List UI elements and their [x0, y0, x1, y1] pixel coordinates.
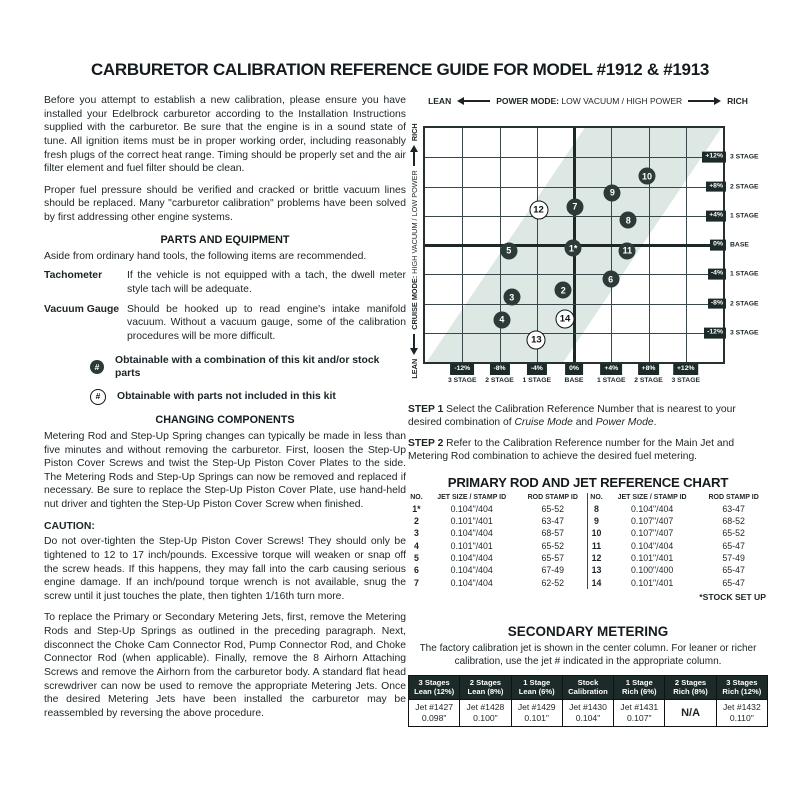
cell-jet-size: 0.104"/404 [630, 503, 674, 514]
cruise-axis-title: CRUISE MODE: HIGH VACUUM / LOW POWER [409, 170, 419, 330]
cell-jet-size: 0.104"/404 [450, 553, 493, 563]
power-mode-axis [408, 96, 768, 106]
legend-item-kit-parts [90, 354, 406, 381]
primary-table-right-half [588, 493, 768, 590]
calibration-chart [408, 114, 768, 396]
x-axis-tick-label: -8% [489, 364, 509, 375]
cell-jet-size: 0.100"/400 [630, 565, 674, 576]
caution-paragraph-2: To replace the Primary or Secondary Metering Jets, first, remove the Metering Rods and Step-Up Springs as outlined in the preceding paragraph. Next, disconnect the Choke Cam Connector Rod, Pump Connector Rod, and Choke Connector Rod (when applicable). Finally, remove the 8 Airhorn Attaching Screws and remove the Airhorn from the carburetor body. A standard flat head screwdriver can now be used to remove the appropriate Metering Jets. Once the desired Metering Jets have been installed the carburetor may be reassembled by reversing the above procedure. [44, 612, 406, 719]
primary-table-left-half [408, 493, 588, 590]
cell-rod-stamp: 65-52 [541, 540, 564, 551]
y-axis-tick-label: +12% [702, 152, 726, 163]
table-row [408, 540, 588, 552]
cell-rod-stamp: 65-57 [541, 553, 564, 563]
step-2: STEP 2 Refer to the Calibration Reference number for the Main Jet and Metering Rod combination to achieve the desired fuel metering. [408, 437, 735, 463]
calibration-point-5: 5 [500, 242, 517, 259]
intro-paragraph-2: Proper fuel pressure should be verified and cracked or brittle vacuum lines should be replaced. Many "carburetor calibration" problems have been solved by first addressing other engine systems. [44, 184, 406, 223]
y-axis-tick-label: +4% [706, 210, 726, 221]
cell-jet-size: 0.101"/401 [630, 553, 674, 563]
power-axis-rich-label: RICH [727, 96, 748, 106]
col-header-rod: ROD STAMP ID [527, 493, 578, 501]
secondary-metering-description: The factory calibration jet is shown in the center column. For leaner or richer calibration, use the jet # indicated in the appropriate column. [419, 643, 757, 668]
power-axis-title: POWER MODE: LOW VACUUM / HIGH POWER [496, 96, 683, 106]
calibration-point-9: 9 [604, 184, 621, 201]
gridline-horizontal [425, 274, 723, 275]
tool-term: Tachometer [44, 270, 103, 282]
y-axis-stage-label: 1 STAGE [730, 212, 759, 220]
calibration-point-12: 12 [529, 200, 548, 219]
primary-chart-title: PRIMARY ROD AND JET REFERENCE CHART [447, 474, 729, 490]
y-axis-tick-label: +8% [706, 181, 726, 192]
secondary-jet-cell: Jet #1428 0.100" [460, 699, 511, 726]
gridline-horizontal [425, 333, 723, 334]
power-axis-lean-label: LEAN [428, 96, 452, 106]
step-2-label: STEP 2 [408, 437, 444, 449]
right-arrow-icon [688, 97, 721, 105]
calibration-point-10: 10 [639, 168, 656, 185]
cell-rod-stamp: 63-47 [722, 503, 745, 514]
cell-jet-size: 0.104"/404 [630, 540, 674, 551]
x-axis-stage-label: 3 STAGE [671, 377, 701, 384]
down-arrow-icon [410, 334, 418, 355]
cell-rod-stamp: 67-49 [541, 565, 564, 576]
x-axis-tick-label: -4% [527, 364, 547, 375]
gridline-horizontal [425, 304, 723, 305]
secondary-column-header: 1 Stage Rich (6%) [614, 675, 665, 699]
secondary-column-header: Stock Calibration [562, 675, 613, 699]
table-row [588, 527, 768, 539]
col-header-no: NO. [410, 493, 423, 501]
step-1-label: STEP 1 [408, 404, 444, 415]
col-header-no: NO. [590, 493, 603, 501]
calibration-point-6: 6 [602, 271, 619, 288]
y-axis-tick-label: -4% [708, 269, 726, 280]
table-row [588, 552, 768, 564]
secondary-metering-title: SECONDARY METERING [507, 624, 669, 640]
x-axis-tick-label: 0% [565, 364, 583, 375]
cell-rod-stamp: 65-47 [722, 540, 745, 551]
parts-intro: Aside from ordinary hand tools, the following items are recommended. [44, 250, 367, 262]
table-row [588, 564, 768, 576]
tool-term: Vacuum Gauge [44, 303, 120, 315]
cell-jet-size: 0.104"/404 [450, 565, 493, 576]
calibration-point-4: 4 [493, 311, 510, 328]
calibration-point-2: 2 [555, 282, 572, 299]
cell-jet-size: 0.107"/407 [630, 528, 674, 539]
cell-no: 13 [591, 565, 602, 576]
secondary-jet-cell: Jet #1432 0.110" [716, 699, 767, 726]
col-header-rod: ROD STAMP ID [708, 493, 759, 501]
x-axis-stage-label: 1 STAGE [596, 377, 626, 384]
table-row [588, 577, 768, 589]
tool-row-vacuum-gauge [44, 303, 406, 344]
cell-jet-size: 0.101"/401 [630, 577, 674, 588]
x-axis-stage-label: 3 STAGE [447, 377, 477, 384]
secondary-jet-cell: Jet #1430 0.104" [562, 699, 613, 726]
cell-rod-stamp: 62-52 [541, 577, 564, 588]
calibration-point-1: 1* [565, 240, 582, 257]
cell-no: 6 [413, 565, 419, 576]
legend-text: Obtainable with parts not included in this kit [117, 390, 336, 402]
secondary-jet-cell: Jet #1431 0.107" [614, 699, 665, 726]
table-row [408, 577, 588, 589]
cell-rod-stamp: 65-52 [722, 528, 745, 539]
y-axis-stage-label: 3 STAGE [730, 329, 759, 337]
cell-no: 1* [412, 503, 421, 514]
calibration-point-13: 13 [527, 331, 546, 350]
x-axis-tick-label: -12% [450, 364, 474, 375]
secondary-column-header: 2 Stages Rich (8%) [665, 675, 716, 699]
symbol-legend [44, 354, 406, 405]
cruise-mode-axis [408, 123, 420, 379]
right-column [408, 96, 768, 727]
cell-no: 8 [594, 503, 599, 514]
gridline-horizontal [425, 187, 723, 188]
tool-desc: Should be hooked up to read engine's intake manifold vacuum. Without a vacuum gauge, some of the calibration procedures will be more difficult. [127, 303, 406, 342]
page-title: CARBURETOR CALIBRATION REFERENCE GUIDE FOR MODEL #1912 & #1913 [90, 60, 710, 79]
secondary-column-header: 2 Stages Lean (8%) [460, 675, 511, 699]
caution-paragraph-1: Do not over-tighten the Step-Up Piston Cover Screws! They should only be tightened to 12 to 17 inch/pounds. Excessive torque will weaken or snap off the screw heads. If this happens, they may fall into the carb causing serious engine damage. If an inch/pound torque wrench is not available, snug the screw until it just touches the plate, then tighten 1/16th turn more. [44, 536, 406, 602]
secondary-metering-table [408, 675, 768, 728]
cell-jet-size: 0.104"/404 [450, 503, 493, 514]
x-axis-stage-label: 2 STAGE [485, 377, 514, 384]
stock-setup-footnote: *STOCK SET UP [699, 592, 766, 603]
cell-no: 3 [413, 528, 419, 539]
table-row [588, 515, 768, 527]
cell-no: 2 [413, 515, 419, 526]
filled-number-circle-icon: # [90, 360, 104, 374]
x-axis-tick-label: +12% [673, 364, 699, 375]
chart-plot-area [423, 126, 759, 384]
cell-rod-stamp: 57-49 [722, 553, 745, 563]
cell-no: 5 [413, 553, 419, 563]
cell-jet-size: 0.101"/401 [450, 540, 493, 551]
parts-equipment-heading: PARTS AND EQUIPMENT [160, 233, 290, 246]
y-axis-stage-label: 2 STAGE [730, 300, 759, 307]
table-row [408, 515, 588, 527]
changing-components-paragraph: Metering Rod and Step-Up Spring changes can typically be made in less than five minutes and without removing the carburetor. First, loosen the Step-Up Piston Cover Screws and twist the Step-Up Piston Cover Plates to the side. The Metering Rods and Step-Up Springs can now be removed and replaced if necessary. Be sure to replace the Step-Up Piston Cover Plate, use hand-held nut driver and tighten the Step-Up Piston Cover Screw when finished. [44, 430, 406, 511]
y-axis-stage-label: 2 STAGE [730, 183, 759, 190]
secondary-jet-cell: Jet #1429 0.101" [511, 699, 562, 726]
x-axis-tick-label: +8% [638, 364, 660, 375]
gridline-horizontal [425, 157, 723, 158]
legend-item-non-kit-parts [90, 389, 406, 405]
col-header-jet: JET SIZE / STAMP ID [437, 493, 507, 501]
cell-no: 4 [413, 540, 419, 551]
cell-no: 14 [591, 577, 602, 588]
tool-row-tachometer [44, 269, 406, 296]
calibration-point-14: 14 [556, 309, 575, 328]
calibration-point-7: 7 [566, 198, 583, 215]
legend-text: Obtainable with a combination of this kit and/or stock parts [115, 354, 380, 380]
cell-no: 10 [591, 528, 602, 539]
calibration-point-3: 3 [503, 289, 520, 306]
up-arrow-icon [410, 145, 418, 166]
x-axis-stage-label: 2 STAGE [634, 377, 663, 384]
cell-no: 12 [591, 553, 602, 563]
table-row [408, 527, 588, 539]
intro-paragraph-1: Before you attempt to establish a new calibration, please ensure you have installed your Edelbrock carburetor according to the Installation Instructions supplied with the carburetor. Be sure that the engine is in a sound state of tune. All ignition items must be in proper working order, including reasonably fresh plugs of the correct heat range. Timing should be properly set and the air filter element and fuel filter should be clean. [44, 95, 406, 175]
secondary-column-header: 3 Stages Lean (12%) [409, 675, 460, 699]
cell-rod-stamp: 65-47 [722, 565, 745, 576]
cell-rod-stamp: 65-52 [541, 503, 564, 514]
cell-no: 7 [413, 577, 419, 588]
cruise-axis-rich-label: RICH [409, 123, 419, 142]
secondary-jet-cell: Jet #1427 0.098" [409, 699, 460, 726]
y-axis-stage-label: 1 STAGE [730, 270, 759, 278]
table-row [408, 552, 588, 564]
cell-no: 11 [591, 540, 602, 551]
cell-no: 9 [594, 515, 599, 526]
y-axis-tick-label: -8% [708, 298, 726, 309]
table-row [588, 503, 768, 515]
x-axis-tick-label: +4% [600, 364, 622, 375]
open-number-circle-icon: # [90, 389, 106, 405]
cruise-axis-lean-label: LEAN [409, 358, 419, 379]
left-column [44, 94, 406, 728]
table-row [408, 564, 588, 576]
y-axis-tick-label: 0% [710, 240, 726, 251]
secondary-jet-cell: N/A [665, 699, 716, 726]
cell-rod-stamp: 65-47 [722, 577, 745, 588]
tool-desc: If the vehicle is not equipped with a tach, the dwell meter style tach will be adequate. [127, 270, 406, 296]
table-row [588, 540, 768, 552]
table-row [408, 503, 588, 515]
calibration-point-8: 8 [620, 212, 637, 229]
cell-jet-size: 0.107"/407 [630, 515, 674, 526]
x-axis-stage-label: BASE [564, 377, 584, 384]
cell-rod-stamp: 63-47 [541, 515, 564, 526]
y-axis-stage-label: BASE [730, 241, 749, 249]
gridline-horizontal [425, 216, 723, 217]
x-axis-stage-label: 1 STAGE [522, 377, 552, 384]
step-1: STEP 1 Select the Calibration Reference Number that is nearest to your desired combination of Cruise Mode and Power Mode. [408, 404, 736, 429]
cell-rod-stamp: 68-57 [541, 528, 564, 539]
cell-jet-size: 0.104"/404 [450, 577, 493, 588]
y-axis-stage-label: 3 STAGE [730, 153, 759, 161]
left-arrow-icon [457, 97, 490, 105]
secondary-column-header: 3 Stages Rich (12%) [716, 675, 767, 699]
changing-components-heading: CHANGING COMPONENTS [155, 413, 295, 426]
y-axis-tick-label: -12% [704, 327, 726, 338]
cell-jet-size: 0.101"/401 [450, 515, 493, 526]
caution-heading: CAUTION: [44, 520, 95, 532]
cell-rod-stamp: 68-52 [722, 515, 745, 526]
primary-rod-jet-table [408, 493, 768, 590]
secondary-column-header: 1 Stage Lean (6%) [511, 675, 562, 699]
col-header-jet: JET SIZE / STAMP ID [617, 493, 687, 501]
cell-jet-size: 0.104"/404 [450, 528, 493, 539]
calibration-point-11: 11 [619, 242, 636, 259]
